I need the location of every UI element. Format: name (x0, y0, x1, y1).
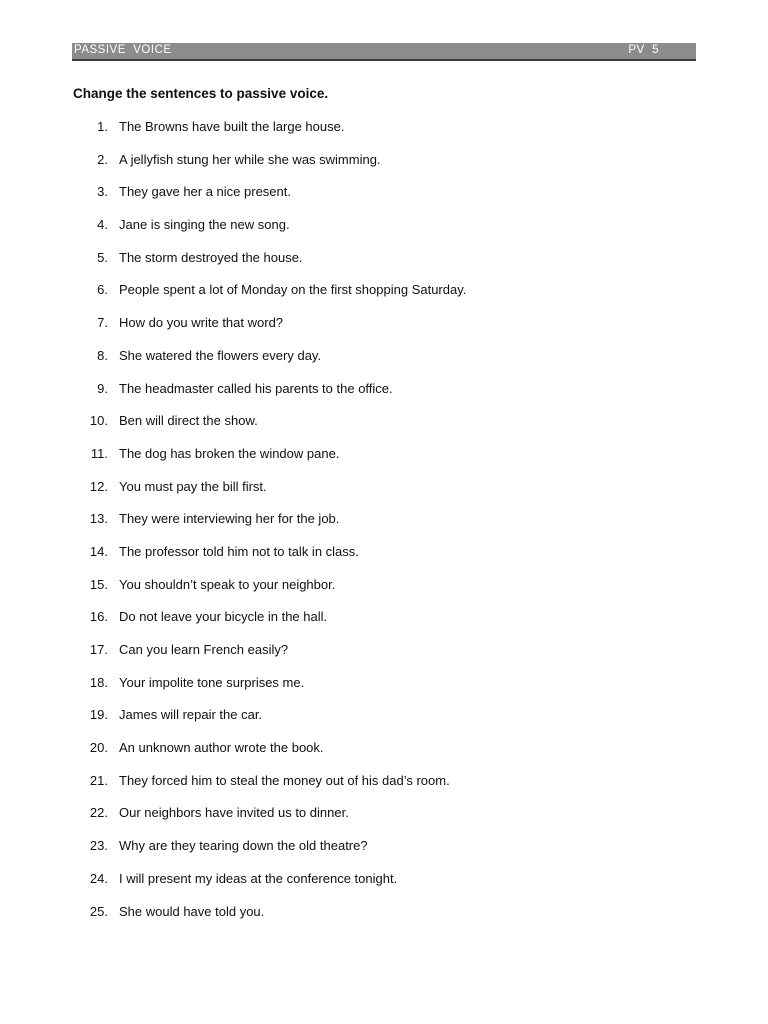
header-title: PASSIVE VOICE (74, 44, 172, 56)
exercise-sentence: The professor told him not to talk in class. (119, 543, 359, 559)
exercise-sentence: She watered the flowers every day. (119, 347, 322, 363)
exercise-sentence: Our neighbors have invited us to dinner. (119, 805, 349, 821)
exercise-sentence: The headmaster called his parents to the office. (119, 380, 393, 396)
exercise-item (0, 837, 768, 870)
exercise-sentence: Ben will direct the show. (119, 413, 258, 429)
exercise-item (0, 576, 768, 609)
exercise-sentence: I will present my ideas at the conference tonight. (119, 870, 398, 886)
exercise-item (0, 674, 768, 707)
exercise-item (0, 772, 768, 805)
exercise-sentence: Do not leave your bicycle in the hall. (119, 609, 328, 625)
exercise-item (0, 706, 768, 739)
exercise-number: 14. (89, 543, 108, 559)
exercise-number: 8. (97, 347, 108, 363)
exercise-number: 21. (89, 772, 108, 788)
exercise-sentence: She would have told you. (119, 903, 265, 919)
exercise-sentence: The dog has broken the window pane. (119, 445, 340, 461)
exercise-sentence: Why are they tearing down the old theatre? (119, 838, 368, 854)
exercise-number: 15. (89, 576, 108, 592)
exercise-sentence: They were interviewing her for the job. (119, 511, 340, 527)
exercise-item (0, 543, 768, 576)
exercise-item (0, 903, 768, 936)
exercise-number: 12. (89, 478, 108, 494)
exercise-sentence: You shouldn’t speak to your neighbor. (119, 576, 336, 592)
exercise-number: 7. (97, 315, 108, 331)
exercise-number: 3. (97, 184, 108, 200)
exercise-item (0, 412, 768, 445)
exercise-sentence: You must pay the bill first. (119, 478, 267, 494)
exercise-sentence: They forced him to steal the money out of his dad’s room. (119, 772, 450, 788)
header-code: PV 5 (628, 44, 659, 56)
exercise-number: 18. (89, 674, 108, 690)
exercise-number: 1. (97, 119, 108, 134)
exercise-number: 24. (89, 870, 108, 886)
exercise-sentence: An unknown author wrote the book. (119, 740, 324, 756)
exercise-item (0, 641, 768, 674)
exercise-item (0, 183, 768, 216)
header-bar (72, 43, 696, 61)
exercise-item (0, 739, 768, 772)
exercise-list (0, 118, 768, 935)
exercise-sentence: The storm destroyed the house. (119, 249, 303, 265)
exercise-number: 2. (97, 151, 108, 167)
exercise-item (0, 870, 768, 903)
exercise-sentence: How do you write that word? (119, 315, 284, 331)
exercise-item (0, 314, 768, 347)
exercise-number: 5. (97, 249, 108, 265)
exercise-item (0, 445, 768, 478)
exercise-item (0, 608, 768, 641)
exercise-number: 17. (89, 642, 108, 657)
exercise-item (0, 249, 768, 282)
exercise-item (0, 380, 768, 413)
exercise-sentence: People spent a lot of Monday on the first shopping Saturday. (119, 282, 467, 298)
exercise-sentence: Can you learn French easily? (119, 642, 289, 657)
exercise-item (0, 151, 768, 184)
instruction-heading: Change the sentences to passive voice. (73, 86, 329, 101)
exercise-sentence: James will repair the car. (119, 707, 263, 723)
exercise-sentence: They gave her a nice present. (119, 184, 291, 200)
exercise-number: 25. (89, 903, 108, 919)
exercise-item (0, 804, 768, 837)
exercise-number: 9. (97, 380, 108, 396)
exercise-sentence: Your impolite tone surprises me. (119, 674, 305, 690)
exercise-number: 4. (97, 217, 108, 233)
exercise-number: 22. (89, 805, 108, 821)
exercise-number: 20. (89, 740, 108, 756)
exercise-item (0, 216, 768, 249)
exercise-number: 23. (89, 838, 108, 854)
exercise-item (0, 281, 768, 314)
exercise-number: 16. (89, 609, 108, 625)
exercise-number: 10. (89, 413, 108, 429)
exercise-item (0, 347, 768, 380)
exercise-item (0, 510, 768, 543)
exercise-number: 19. (89, 707, 108, 723)
exercise-item (0, 478, 768, 511)
exercise-sentence: Jane is singing the new song. (119, 217, 290, 233)
exercise-sentence: The Browns have built the large house. (119, 119, 345, 134)
exercise-number: 11. (90, 445, 108, 461)
exercise-number: 6. (97, 282, 108, 298)
exercise-item (0, 118, 768, 151)
exercise-number: 13. (89, 511, 108, 527)
exercise-sentence: A jellyfish stung her while she was swimming. (119, 151, 381, 167)
